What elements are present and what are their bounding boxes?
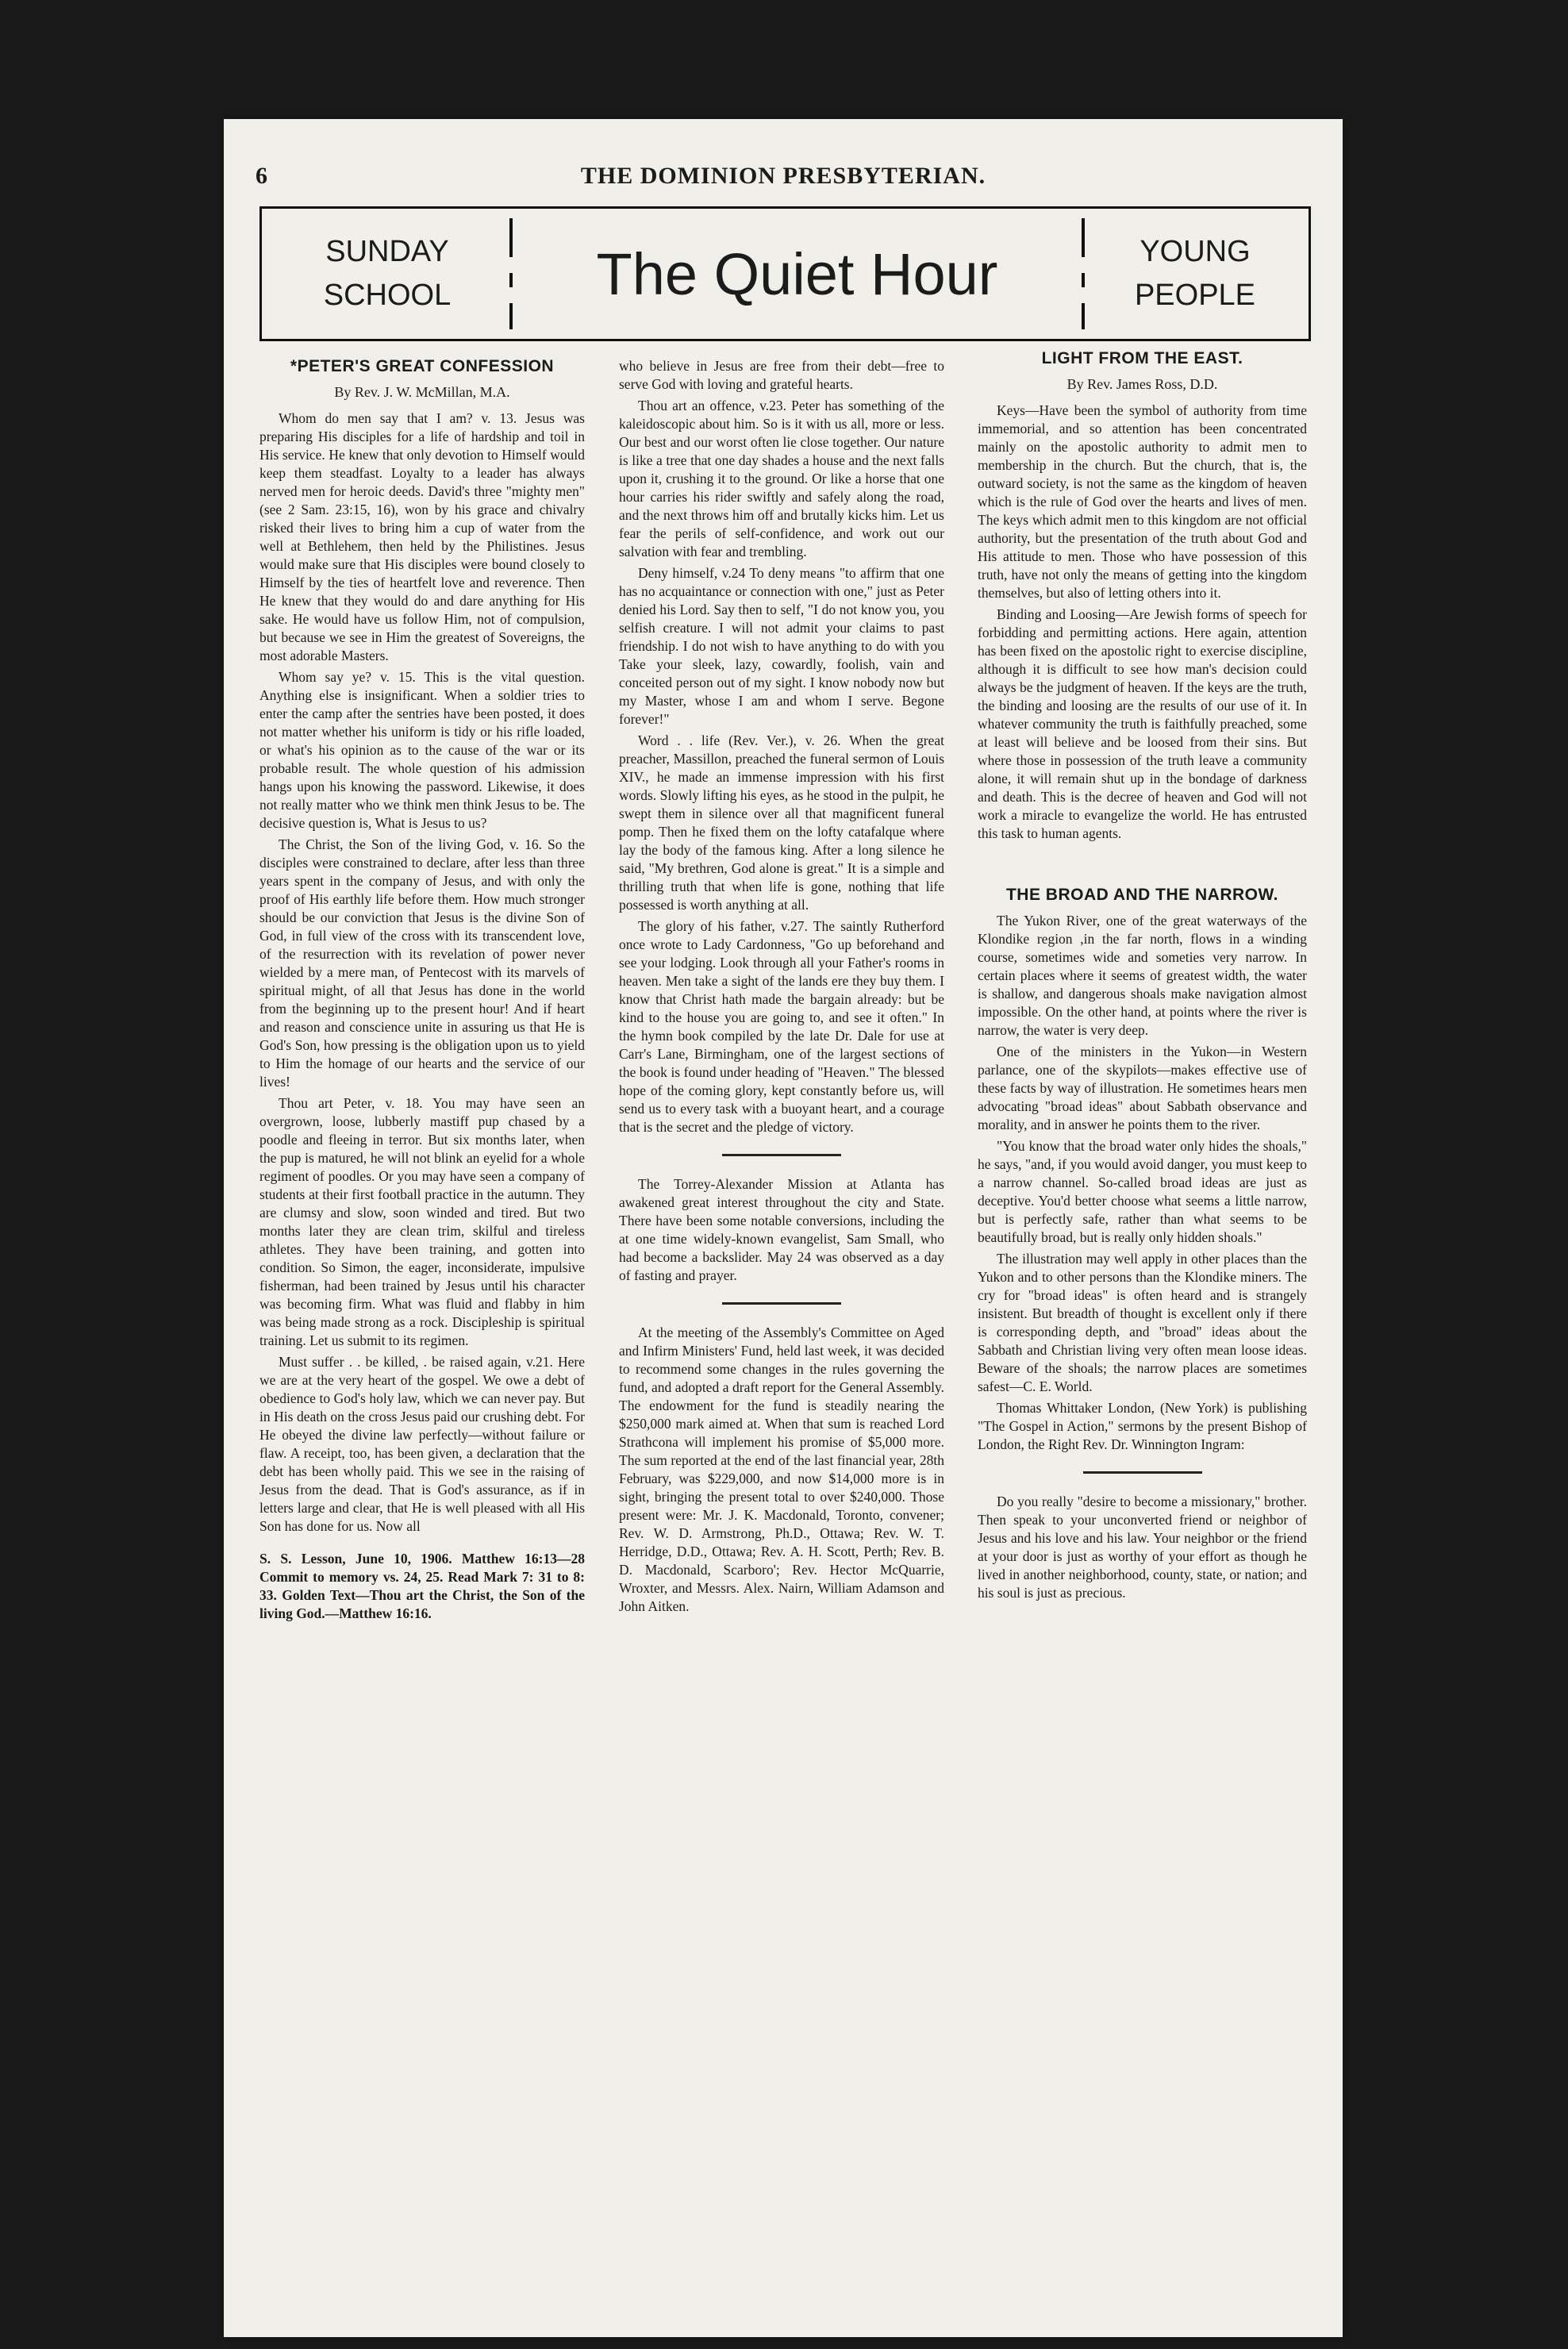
- paragraph: The illustration may well apply in other places than the Yukon and to other persons than the Klondike miners. The cry for "broad ideas" is often heard and is strangely insistent. But breadth of thought is excellent only if there is corresponding depth, and "broad" ideas about the Sabbath and Christian living very often mean loose ideas. Beware of the shoals; the narrow places are sometimes safest—C. E. World.: [978, 1251, 1307, 1394]
- paragraph: Must suffer . . be killed, . be raised again, v.21. Here we are at the very heart of the gospel. We owe a debt of obedience to God's holy law, which we can never pay. But in His death on the cross Jesus paid our crushing debt. For He obeyed the divine law perfectly—without failure or flaw. A receipt, too, has been given, a declaration that the debt has been wholly paid. This we see in the raising of Jesus from the dead. That is God's assurance, as if in letters large and clear, that He is well pleased with all His Son has done for us. Now all: [259, 1354, 585, 1534]
- banner-sunday-school: [268, 209, 506, 339]
- paragraph: At the meeting of the Assembly's Committee on Aged and Infirm Ministers' Fund, held last week, it was decided to recommend some changes in the rules governing the fund, and adopted a draft report for the General Assembly. The endowment for the fund is steadily nearing the $250,000 mark aimed at. When that sum is reached Lord Strathcona will implement his promise of $5,000 more. The sum reported at the end of the last financial year, 28th February, was $229,000, and now $14,000 more is in sight, bringing the present total to over $240,000. Those present were: Mr. J. K. Macdonald, Toronto, convener; Rev. W. D. Armstrong, Ph.D., Ottawa; Rev. W. T. Herridge, D.D., Ottawa; Rev. A. H. Scott, Perth; Rev. B. D. Macdonald, Scarboro'; Rev. Hector McQuarrie, Wroxter, and Messrs. Alex. Nairn, William Adamson and John Aitken.: [619, 1324, 944, 1614]
- paragraph: "You know that the broad water only hides the shoals," he says, "and, if you would avoid danger, you must keep to a narrow channel. So-called broad ideas are just as deceptive. You'd better choose what seems a little narrow, but is perfectly safe, rather than what seems to be beautifully broad, but is really only hidden shoals.": [978, 1138, 1307, 1245]
- paragraph: The Yukon River, one of the great waterways of the Klondike region ,in the far north, flows in a winding course, sometimes wide and someties very narrow. In certain places where it seems of greatest width, the water is shallow, and dangerous shoals make navigation almost impossible. On the other hand, at points where the river is narrow, the water is very deep.: [978, 913, 1307, 1038]
- paragraph: Whom do men say that I am? v. 13. Jesus was preparing His disciples for a life of hardship and toil in His service. He knew that only devotion to Himself would keep them steadfast. Loyalty to a leader has always nerved men for heroic deeds. David's three "mighty men" (see 2 Sam. 23:15, 16), won by his grace and chivalry risked their lives to bring him a cup of water from the well at Bethlehem, then held by the Philistines. Jesus would make sure that His disciples were bound closely to Himself by the ties of heartfelt love and reverence. Then He knew that they would do and dare anything for His sake. He would have us follow Him, not of compulsion, but because we see in Him the greatest of Sovereigns, the most adorable Masters.: [259, 410, 585, 663]
- newspaper-title: THE DOMINION PRESBYTERIAN.: [580, 163, 986, 189]
- column-2: [619, 357, 944, 1619]
- banner-title: The Quiet Hour: [596, 240, 998, 307]
- banner-right-line2: PEOPLE: [1134, 279, 1256, 312]
- spacer: [978, 846, 1307, 886]
- paragraph: Do you really "desire to become a missionary," brother. Then speak to your unconverted friend or neighbor of Jesus and his love and his law. Your neighbor or the friend at your door is just as worthy of your effort as though he lived in another neighborhood, county, state, or nation; and his soul is just as precious.: [978, 1494, 1307, 1601]
- paragraph: Thou art an offence, v.23. Peter has something of the kaleidoscopic about him. So is it with us all, more or less. Our best and our worst often lie close together. Our nature is like a tree that one day shades a house and the next falls upon it, crushing it to the ground. Or like a horse that one hour carries his rider swiftly and safely along the road, and the next throws him off and brutally kicks him. Let us fear the perils of self-confidence, and work out our salvation with fear and trembling.: [619, 398, 944, 559]
- paragraph: The Christ, the Son of the living God, v. 16. So the disciples were constrained to declare, after less than three years spent in the company of Jesus, and with only the proof of His earthly life before them. How much stronger should be our conviction that Jesus is the divine Son of God, in full view of the cross with its transcendent love, of the resurrection with its revelation of power never wielded by a mere man, of Pentecost with its marvels of spiritual might, of all that Jesus has done in the world from the beginning up to the present hour! And if heart and reason and conscience unite in assuring us that He is God's Son, how pressing is the obligation upon us to yield to Him the homage of our hearts and the service of our lives!: [259, 836, 585, 1090]
- newspaper-page: [224, 119, 1343, 2337]
- section-banner: [259, 206, 1311, 341]
- paragraph: who believe in Jesus are free from their debt—free to serve God with loving and grateful hearts.: [619, 358, 944, 392]
- banner-divider-left: [509, 218, 513, 329]
- paragraph: Keys—Have been the symbol of authority from time immemorial, and so attention has been concentrated mainly on the apostolic authority to admit men to membership in the church. But the church, that is, the outward society, is not the same as the kingdom of heaven which is the rule of God over the hearts and lives of men. The keys which admit men to this kingdom are not official authority, but the presentation of the truth about God and His attitude to men. Those who have possession of this truth, have not only the means of getting into the kingdom themselves, but also of letting others into it.: [978, 402, 1307, 601]
- paragraph: The Torrey-Alexander Mission at Atlanta has awakened great interest throughout the city and State. There have been some notable conversions, including the at one time widely-known evangelist, Sam Small, who had become a backslider. May 24 was observed as a day of fasting and prayer.: [619, 1176, 944, 1283]
- column-3: [978, 349, 1307, 1605]
- article-heading-peters-confession: *PETER'S GREAT CONFESSION: [290, 357, 555, 375]
- banner-young-people: [1088, 209, 1302, 339]
- section-divider: [722, 1302, 841, 1305]
- banner-right-line1: YOUNG: [1139, 234, 1251, 268]
- paragraph: Binding and Loosing—Are Jewish forms of speech for forbidding and permitting actions. Here again, attention has been fixed on the apostolic right to exercise discipline, although it is difficult to see how man's decision could always be the judgment of heaven. If the keys are the truth, the binding and loosing are the results of our use of it. In whatever community the truth is faithfully preached, some at least will believe and be loosed from their sins. But where those in possession of the truth leave a community alone, it will remain shut up in the bondage of darkness and death. This is the decree of heaven and God will not work a miracle to evangelize the world. He has entrusted this task to human agents.: [978, 606, 1307, 841]
- article-heading-broad-narrow: THE BROAD AND THE NARROW.: [1005, 886, 1279, 904]
- paragraph: The glory of his father, v.27. The saintly Rutherford once wrote to Lady Cardonness, "Go up beforehand and see your lodging. Look through all your Father's rooms in heaven. Men take a sight of the lands ere they buy them. I know that Christ hath made the bargain already: but be kind to the house you are going to, and see it often." In the hymn book compiled by the late Dr. Dale for use at Carr's Lane, Birmingham, one of the largest sections of the book is found under heading of "Heaven." The blessed hope of the coming glory, kept constantly before us, will send us to every task with a buoyant heart, and a courage that is the secret and the pledge of victory.: [619, 918, 944, 1135]
- paragraph: Thou art Peter, v. 18. You may have seen an overgrown, loose, lubberly mastiff pup chased by a poodle and fleeing in terror. But six months later, when the pup is matured, he will not blink an eyelid for a whole regiment of poodles. Or you may have seen a company of students at their first football practice in the autumn. They are clumsy and slow, soon winded and tired. But two months later they are clean trim, skilful and tireless athletes. They have been training, and gotten into condition. So Simon, the eager, inconsiderate, impulsive fisherman, had been trained by Jesus until his character was becoming firm. What was fluid and flabby in him was being made strong as a rock. Discipleship is spiritual training. Let us submit to its regimen.: [259, 1095, 585, 1348]
- page-number: 6: [256, 163, 267, 189]
- paragraph: One of the ministers in the Yukon—in Western parlance, one of the skypilots—makes effective use of these facts by way of illustration. He sometimes hears men advocating "broad ideas" about Sabbath observance and morality, and in answer he points them to the river.: [978, 1044, 1307, 1132]
- banner-left-line2: SCHOOL: [323, 279, 452, 312]
- section-divider: [1083, 1471, 1202, 1474]
- paragraph: Deny himself, v.24 To deny means "to affirm that one has no acquaintance or connection with one," just as Peter denied his Lord. Say then to self, "I do not know you, you selfish creature. I will not admit your claims to past friendship. I do not wish to have anything to do with you Take your sleek, lazy, cowardly, foolish, vain and conceited person out of my sight. I know nobody now but my Master, whose I am and whom I serve. Begone forever!": [619, 565, 944, 727]
- page-header: [256, 163, 1311, 194]
- lesson-footnote: S. S. Lesson, June 10, 1906. Matthew 16:13—28 Commit to memory vs. 24, 25. Read Mark 7: 31 to 8: 33. Golden Text—Thou art the Christ, the Son of the living God.—Matthew 16:16.: [259, 1551, 585, 1621]
- article-heading-light-from-east: LIGHT FROM THE EAST.: [1041, 349, 1243, 367]
- paragraph: Whom say ye? v. 15. This is the vital question. Anything else is insignificant. When a soldier tries to enter the camp after the sentries have been posted, it does not matter whether his uniform is tidy or his rifle loaded, or what's his opinion as to the cause of the war or its probable result. The whole question of his admission hangs upon his knowing the password. Likewise, it does not really matter who we think men think Jesus to be. The decisive question is, What is Jesus to us?: [259, 669, 585, 831]
- paragraph: Word . . life (Rev. Ver.), v. 26. When the great preacher, Massillon, preached the funeral sermon of Louis XIV., he made an immense impression with his first words. Slowly lifting his eyes, as he stood in the pulpit, he swept them in silence over all that magnificent funeral pomp. Then he fixed them on the lofty catafalque where lay the body of the famous king. After a long silence he said, "My brethren, God alone is great." It is a simple and thrilling truth that when life is gone, nothing that life possessed is worth anything at all.: [619, 732, 944, 913]
- section-divider: [722, 1154, 841, 1156]
- banner-left-line1: SUNDAY: [325, 234, 449, 268]
- article-byline: By Rev. James Ross, D.D.: [1066, 376, 1218, 392]
- paragraph: Thomas Whittaker London, (New York) is publishing "The Gospel in Action," sermons by the present Bishop of London, the Right Rev. Dr. Winnington Ingram:: [978, 1400, 1307, 1452]
- article-byline: By Rev. J. W. McMillan, M.A.: [334, 384, 510, 400]
- column-1: [259, 357, 585, 1626]
- banner-divider-right: [1082, 218, 1085, 329]
